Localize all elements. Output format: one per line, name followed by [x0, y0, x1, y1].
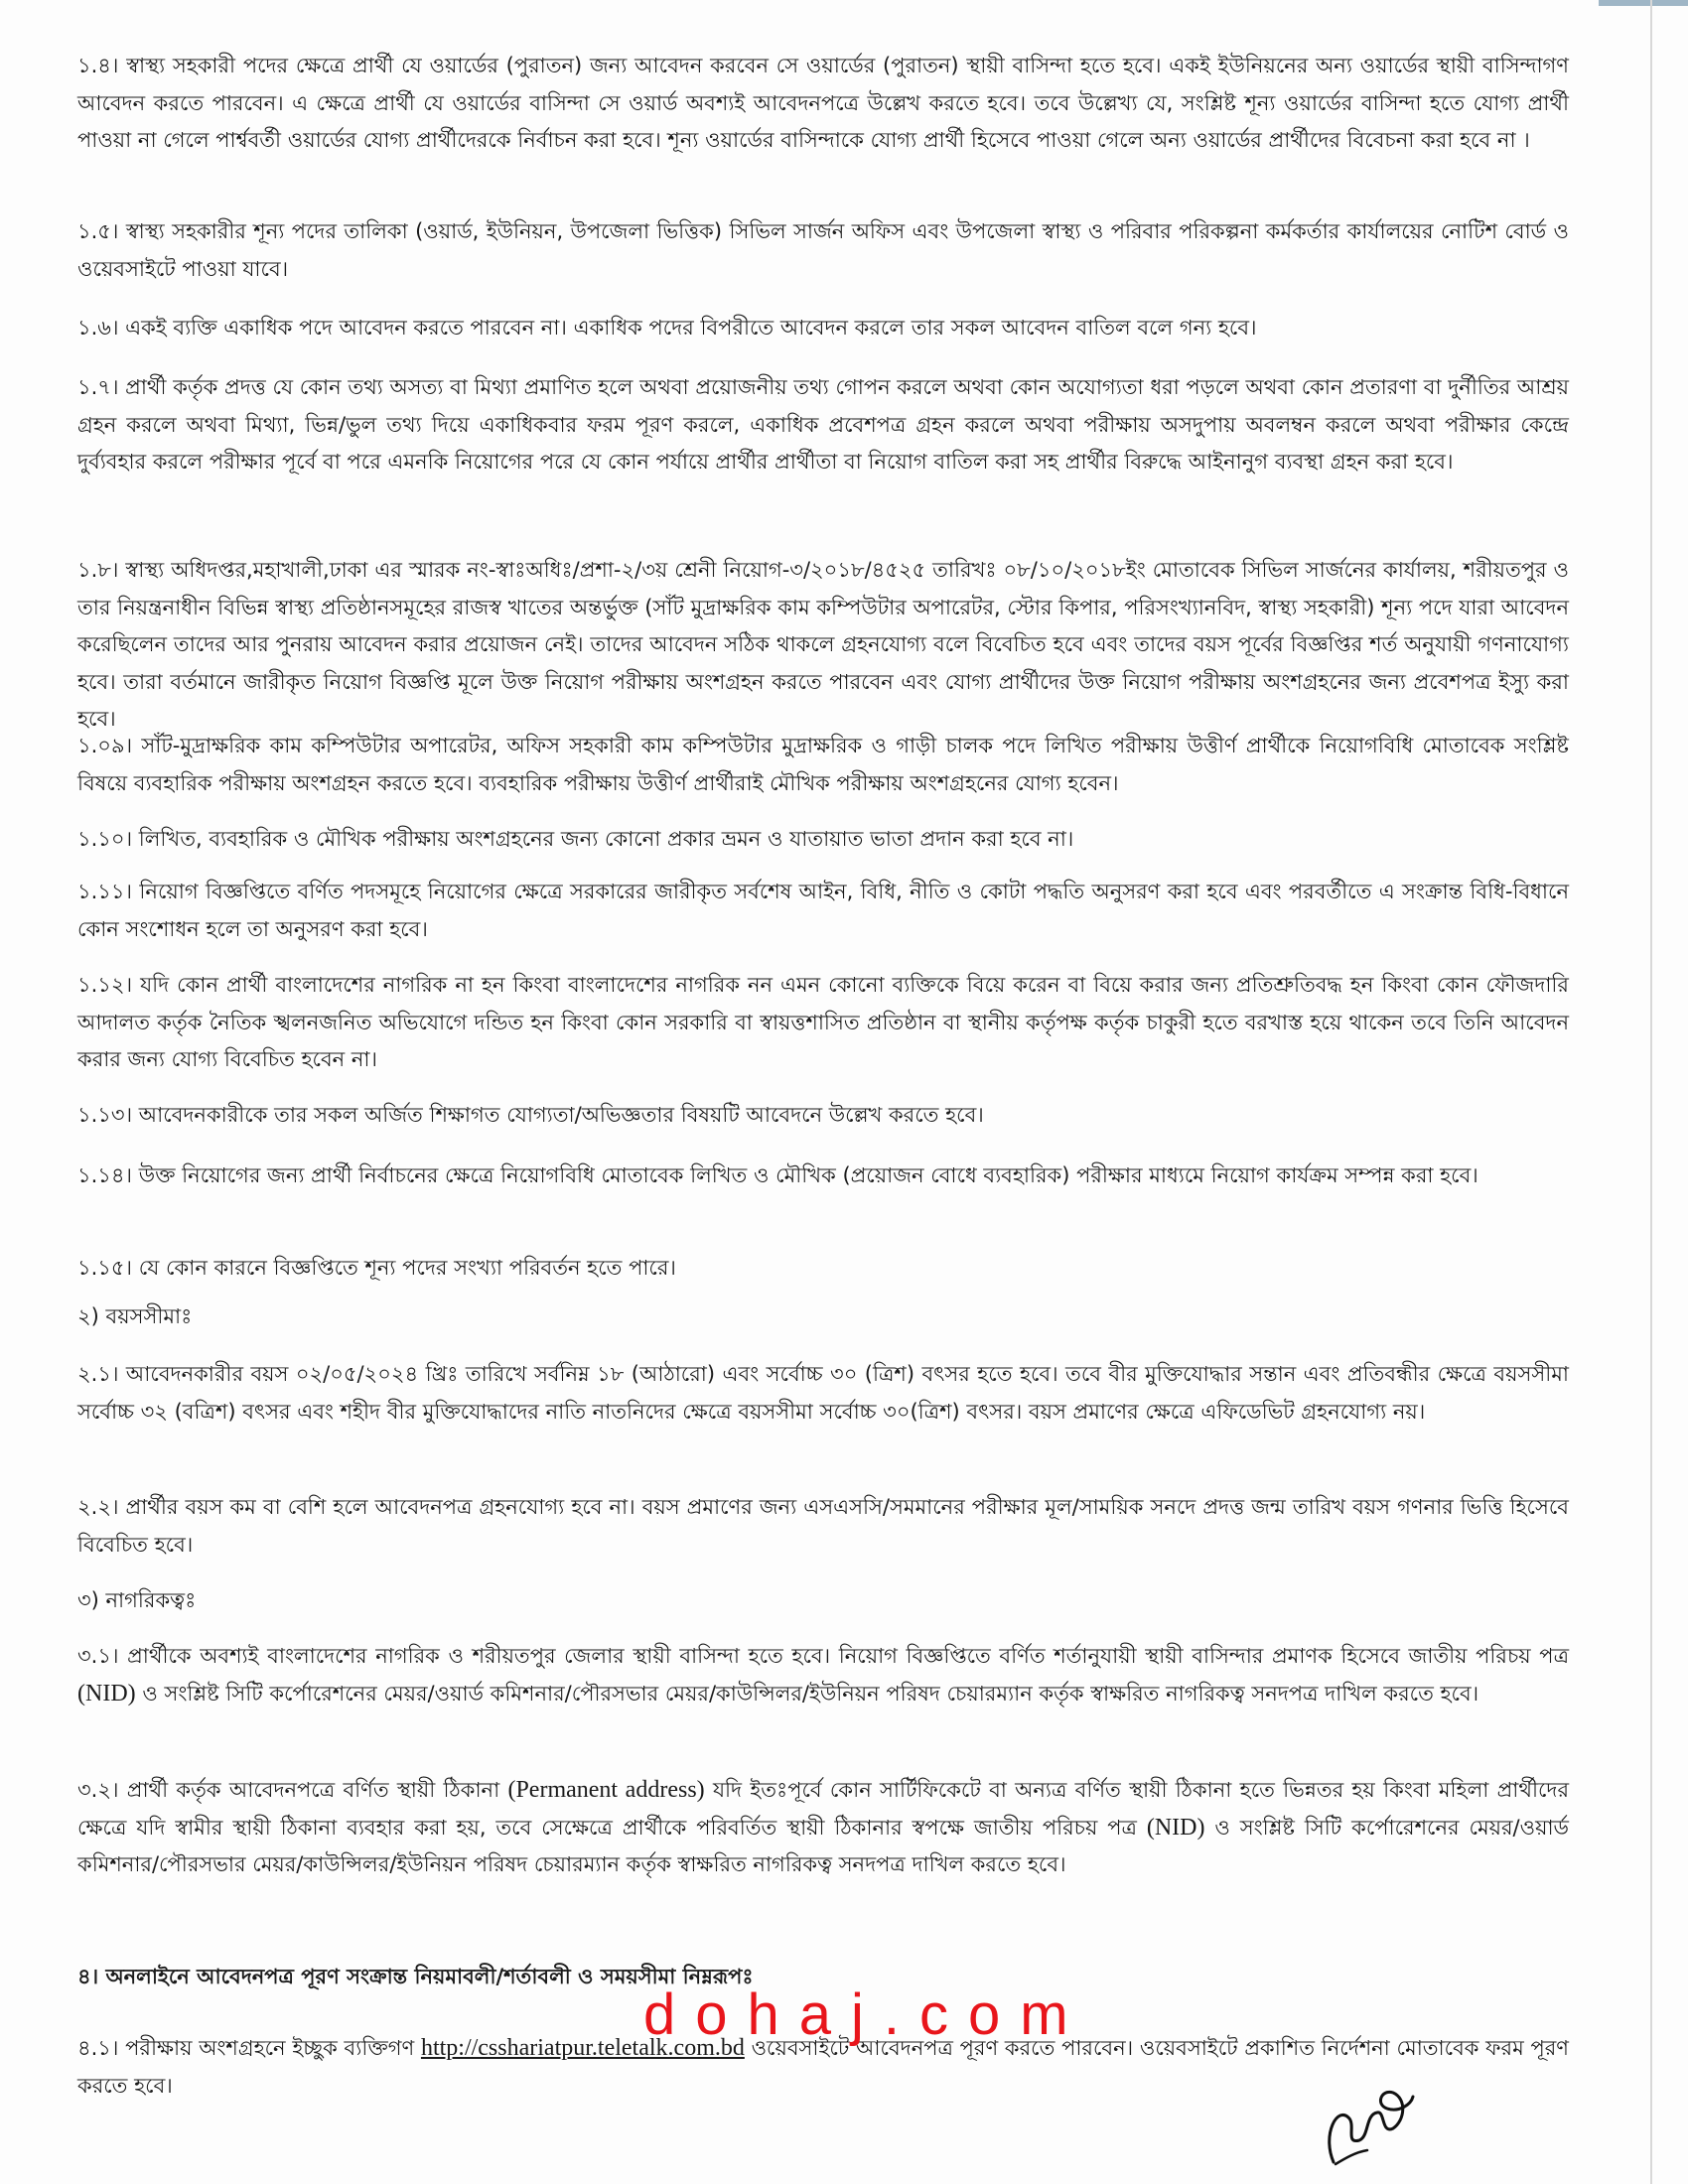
clause-1-7: ১.৭। প্রার্থী কর্তৃক প্রদত্ত যে কোন তথ্য অসত্য বা মিথ্যা প্রমাণিত হলে অথবা প্রয়োজনীয় তথ্য গোপন করলে অথবা কোন অযোগ্যতা ধরা পড়লে অথবা কোন প্রতারণা বা দুর্নীতির আশ্রয় গ্রহন করলে অথবা মিথ্যা, ভিন্ন/ভুল তথ্য দিয়ে একাধিকবার ফরম পূরণ করলে, একাধিক প্রবেশপত্র গ্রহন করলে অথবা পরীক্ষায় অসদুপায় অবলম্বন করলে অথবা পরীক্ষার কেন্দ্রে দুর্ব্যবহার করলে পরীক্ষার পূর্বে বা পরে এমনকি নিয়োগের পরে যে কোন পর্যায়ে প্রার্থীর প্রার্থীতা বা নিয়োগ বাতিল করা সহ প্রার্থীর বিরুদ্ধে আইনানুগ ব্যবস্থা গ্রহন করা হবে। [77, 375, 1569, 474]
application-website-link[interactable]: http://csshariatpur.teletalk.com.bd [420, 2035, 745, 2061]
clause-3-2-text-b: যদি ইতঃপূর্বে কোন সার্টিফিকেটে বা অন্যত্র বর্ণিত স্থায়ী ঠিকানা হতে ভিন্নতর হয় কিংবা মহিলা প্রার্থীদের ক্ষেত্রে যদি স্বামীর স্থায়ী ঠিকানা ব্যবহার করা হয়, তবে সেক্ষেত্রে প্রার্থীকে পরিবর্তিত স্থায়ী ঠিকানার স্বপক্ষে জাতীয় পরিচয় পত্র [77, 1778, 1570, 1840]
permanent-address-label: (Permanent address) [507, 1777, 705, 1803]
clause-3-2-text-a: ৩.২। প্রার্থী কর্তৃক আবেদনপত্রে বর্ণিত স্থায়ী ঠিকানা [77, 1778, 508, 1802]
watermark: dohaj.com [643, 1982, 1088, 2047]
clause-3-1 [77, 1638, 1569, 1712]
section-heading-online-application: ৪। অনলাইনে আবেদনপত্র পূরণ সংক্রান্ত নিয়মাবলী/শর্তাবলী ও সময়সীমা নিম্নরূপঃ [77, 1965, 754, 1988]
clause-2-1: ২.১। আবেদনকারীর বয়স ০২/০৫/২০২৪ খ্রিঃ তারিখে সর্বনিম্ন ১৮ (আঠারো) এবং সর্বোচ্চ ৩০ (ত্রিশ) বৎসর হতে হবে। তবে বীর মুক্তিযোদ্ধার সন্তান এবং প্রতিবন্ধীর ক্ষেত্রে বয়সসীমা সর্বোচ্চ ৩২ (বত্রিশ) বৎসর এবং শহীদ বীর মুক্তিযোদ্ধাদের নাতি নাতনিদের ক্ষেত্রে বয়সসীমা সর্বোচ্চ ৩০(ত্রিশ) বৎসর। বয়স প্রমাণের ক্ষেত্রে এফিডেভিট গ্রহনযোগ্য নয়। [77, 1362, 1569, 1424]
scan-edge-mark [1599, 0, 1688, 6]
scan-edge-line [1650, 0, 1652, 2184]
signature-mark [1316, 2075, 1425, 2174]
section-heading-age-limit: ২) বয়সসীমাঃ [77, 1304, 193, 1328]
clause-1-12: ১.১২। যদি কোন প্রার্থী বাংলাদেশের নাগরিক না হন কিংবা বাংলাদেশের নাগরিক নন এমন কোনো ব্যক্তিকে বিয়ে করেন বা বিয়ে করার জন্য প্রতিশ্রুতিবদ্ধ হন কিংবা কোন ফৌজদারি আদালত কর্তৃক নৈতিক স্খলনজনিত অভিযোগে দন্ডিত হন কিংবা কোন সরকারি বা স্বায়ত্তশাসিত প্রতিষ্ঠান বা স্থানীয় কর্তৃপক্ষ কর্তৃক চাকুরী হতে বরখাস্ত হয়ে থাকেন তবে তিনি আবেদন করার জন্য যোগ্য বিবেচিত হবেন না। [77, 973, 1569, 1071]
nid-label: (NID) [1146, 1814, 1205, 1841]
clause-2-2: ২.২। প্রার্থীর বয়স কম বা বেশি হলে আবেদনপত্র গ্রহনযোগ্য হবে না। বয়স প্রমাণের জন্য এসএসসি/সমমানের পরীক্ষার মূল/সাময়িক সনদে প্রদত্ত জন্ম তারিখ বয়স গণনার ভিত্তি হিসেবে বিবেচিত হবে। [77, 1495, 1569, 1557]
clause-1-15: ১.১৫। যে কোন কারনে বিজ্ঞপ্তিতে শূন্য পদের সংখ্যা পরিবর্তন হতে পারে। [77, 1256, 676, 1280]
clause-4-1-text-a: ৪.১। পরীক্ষায় অংশগ্রহনে ইচ্ছুক ব্যক্তিগণ [77, 2036, 421, 2060]
clause-3-1-text-b: ও সংশ্লিষ্ট সিটি কর্পোরেশনের মেয়র/ওয়ার্ড কমিশনার/পৌরসভার মেয়র/কাউন্সিলর/ইউনিয়ন পরিষদ চেয়ারম্যান কর্তৃক স্বাক্ষরিত নাগরিকত্ব সনদপত্র দাখিল করতে হবে। [135, 1681, 1479, 1706]
clause-1-14: ১.১৪। উক্ত নিয়োগের জন্য প্রার্থী নির্বাচনের ক্ষেত্রে নিয়োগবিধি মোতাবেক লিখিত ও মৌখিক (প্রয়োজন বোধে ব্যবহারিক) পরীক্ষার মাধ্যমে নিয়োগ কার্যক্রম সম্পন্ন করা হবে। [77, 1163, 1478, 1187]
clause-1-10: ১.১০। লিখিত, ব্যবহারিক ও মৌখিক পরীক্ষায় অংশগ্রহনের জন্য কোনো প্রকার ভ্রমন ও যাতায়াত ভাতা প্রদান করা হবে না। [77, 827, 1074, 851]
clause-4-1-text-b: ওয়েবসাইটে আবেদনপত্র পূরণ করতে পারবেন। ওয়েবসাইটে প্রকাশিত নির্দেশনা মোতাবেক ফরম পূরণ করতে হবে। [77, 2036, 1569, 2098]
clause-1-8: ১.৮। স্বাস্থ্য অধিদপ্তর,মহাখালী,ঢাকা এর স্মারক নং-স্বাঃঅধিঃ/প্রশা-২/৩য় শ্রেনী নিয়োগ-৩/২০১৮/৪৫২৫ তারিখঃ ০৮/১০/২০১৮ইং মোতাবেক সিভিল সার্জনের কার্যালয়, শরীয়তপুর ও তার নিয়ন্ত্রনাধীন বিভিন্ন স্বাস্থ্য প্রতিষ্ঠানসমূহের রাজস্ব খাতের অন্তর্ভুক্ত (সাঁট মুদ্রাক্ষরিক কাম কম্পিউটার অপারেটর, স্টোর কিপার, পরিসংখ্যানবিদ, স্বাস্থ্য সহকারী) শূন্য পদে যারা আবেদন করেছিলেন তাদের আর পুনরায় আবেদন করার প্রয়োজন নেই। তাদের আবেদন সঠিক থাকলে গ্রহনযোগ্য বলে বিবেচিত হবে এবং তাদের বয়স পূর্বের বিজ্ঞপ্তির শর্ত অনুযায়ী গণনাযোগ্য হবে। তারা বর্তমানে জারীকৃত নিয়োগ বিজ্ঞপ্তি মূলে উক্ত নিয়োগ পরীক্ষায় অংশগ্রহন করতে পারবেন এবং যোগ্য প্রার্থীদের উক্ত নিয়োগ পরীক্ষায় অংশগ্রহনের জন্য প্রবেশপত্র ইস্যু করা হবে। [77, 558, 1569, 731]
clause-1-5: ১.৫। স্বাস্থ্য সহকারীর শূন্য পদের তালিকা (ওয়ার্ড, ইউনিয়ন, উপজেলা ভিত্তিক) সিভিল সার্জন অফিস এবং উপজেলা স্বাস্থ্য ও পরিবার পরিকল্পনা কর্মকর্তার কার্যালয়ের নোটিশ বোর্ড ও ওয়েবসাইটে পাওয়া যাবে। [77, 219, 1569, 281]
nid-label: (NID) [77, 1680, 136, 1706]
clause-1-11: ১.১১। নিয়োগ বিজ্ঞপ্তিতে বর্ণিত পদসমূহে নিয়োগের ক্ষেত্রে সরকারের জারীকৃত সর্বশেষ আইন, বিধি, নীতি ও কোটা পদ্ধতি অনুসরণ করা হবে এবং পরবর্তীতে এ সংক্রান্ত বিধি-বিধানে কোন সংশোধন হলে তা অনুসরণ করা হবে। [77, 880, 1569, 941]
clause-3-2 [77, 1772, 1569, 1884]
clause-1-4: ১.৪। স্বাস্থ্য সহকারী পদের ক্ষেত্রে প্রার্থী যে ওয়ার্ডের (পুরাতন) জন্য আবেদন করবেন সে ওয়ার্ডের (পুরাতন) স্থায়ী বাসিন্দা হতে হবে। একই ইউনিয়নের অন্য ওয়ার্ডের স্থায়ী বাসিন্দাগণ আবেদন করতে পারবেন। এ ক্ষেত্রে প্রার্থী যে ওয়ার্ডের বাসিন্দা সে ওয়ার্ড অবশ্যই আবেদনপত্রে উল্লেখ করতে হবে। তবে উল্লেখ্য যে, সংশ্লিষ্ট শূন্য ওয়ার্ডের বাসিন্দা হতে যোগ্য প্রার্থী পাওয়া না গেলে পার্শ্ববর্তী ওয়ার্ডের যোগ্য প্রার্থীদেরকে নির্বাচন করা হবে। শূন্য ওয়ার্ডের বাসিন্দাকে যোগ্য প্রার্থী হিসেবে পাওয়া গেলে অন্য ওয়ার্ডের প্রার্থীদের বিবেচনা করা হবে না । [77, 54, 1569, 152]
clause-1-13: ১.১৩। আবেদনকারীকে তার সকল অর্জিত শিক্ষাগত যোগ্যতা/অভিজ্ঞতার বিষয়টি আবেদনে উল্লেখ করতে হবে। [77, 1103, 984, 1127]
clause-3-1-text-a: ৩.১। প্রার্থীকে অবশ্যই বাংলাদেশের নাগরিক ও শরীয়তপুর জেলার স্থায়ী বাসিন্দা হতে হবে। নিয়োগ বিজ্ঞপ্তিতে বর্ণিত শর্তানুযায়ী স্থায়ী বাসিন্দার প্রমাণক হিসেবে জাতীয় পরিচয় পত্র [77, 1644, 1569, 1668]
clause-1-09: ১.০৯। সাঁট-মুদ্রাক্ষরিক কাম কম্পিউটার অপারেটর, অফিস সহকারী কাম কম্পিউটার মুদ্রাক্ষরিক ও গাড়ী চালক পদে লিখিত পরীক্ষায় উত্তীর্ণ প্রার্থীকে নিয়োগবিধি মোতাবেক সংশ্লিষ্ট বিষয়ে ব্যবহারিক পরীক্ষায় অংশগ্রহন করতে হবে। ব্যবহারিক পরীক্ষায় উত্তীর্ণ প্রার্থীরাই মৌখিক পরীক্ষায় অংশগ্রহনের যোগ্য হবেন। [77, 734, 1569, 795]
section-heading-citizenship: ৩) নাগরিকত্বঃ [77, 1588, 197, 1612]
clause-1-6: ১.৬। একই ব্যক্তি একাধিক পদে আবেদন করতে পারবেন না। একাধিক পদের বিপরীতে আবেদন করলে তার সকল আবেদন বাতিল বলে গন্য হবে। [77, 316, 1257, 340]
clause-3-2-text-c: ও সংশ্লিষ্ট সিটি কর্পোরেশনের মেয়র/ওয়ার্ড কমিশনার/পৌরসভার মেয়র/কাউন্সিলর/ইউনিয়ন পরিষদ চেয়ারম্যান কর্তৃক স্বাক্ষরিত নাগরিকত্ব সনদপত্র দাখিল করতে হবে। [77, 1815, 1569, 1876]
